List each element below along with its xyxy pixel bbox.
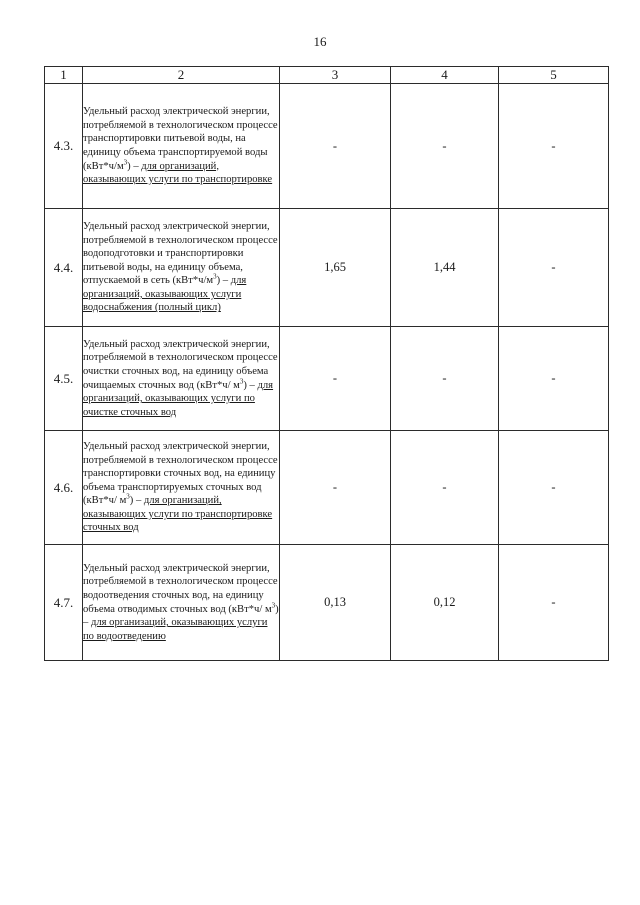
- row-number: 4.6.: [45, 431, 83, 545]
- description-underlined: для организаций, оказывающих услуги по водоотведению: [83, 617, 268, 642]
- table-row: [45, 327, 609, 431]
- row-number: 4.4.: [45, 209, 83, 327]
- value-col5: -: [499, 431, 609, 545]
- superscript: 3: [271, 600, 276, 609]
- value-col4: 1,44: [391, 209, 499, 327]
- value-col3: -: [280, 431, 391, 545]
- header-cell-3: 3: [280, 67, 391, 84]
- value-col3: 1,65: [280, 209, 391, 327]
- table-row: [45, 84, 609, 209]
- description-text: Удельный расход электрической энергии, потребляемой в технологическом процессе водоподготовки и транспортировки питьевой воды, на единицу объема, отпускаемой в сеть (кВт*ч/м: [83, 220, 278, 287]
- value-col5: -: [499, 84, 609, 209]
- value-col4: 0,12: [391, 545, 499, 661]
- superscript: 3: [239, 376, 244, 385]
- description-text: Удельный расход электрической энергии, потребляемой в технологическом процессе транспортировки сточных вод, на единицу объема транспортируемых сточных вод (кВт*ч/ м: [83, 440, 278, 507]
- description-tail: ) –: [127, 160, 142, 172]
- description-tail: ) –: [83, 603, 279, 629]
- row-description: [83, 84, 280, 209]
- row-number: 4.3.: [45, 84, 83, 209]
- value-col4: -: [391, 84, 499, 209]
- value-col3: -: [280, 84, 391, 209]
- value-col3: -: [280, 327, 391, 431]
- value-col5: -: [499, 209, 609, 327]
- row-description: [83, 545, 280, 661]
- page-number: 16: [313, 34, 327, 49]
- description-tail: ) –: [243, 379, 258, 391]
- description-underlined: для организаций, оказывающих услуги водоснабжения (полный цикл): [83, 275, 247, 314]
- superscript: 3: [123, 158, 128, 167]
- value-col3: 0,13: [280, 545, 391, 661]
- description-tail: ) –: [216, 275, 231, 287]
- description-text: Удельный расход электрической энергии, потребляемой в технологическом процессе очистки сточных вод, на единицу объема очищаемых сточных вод (кВт*ч/ м: [83, 338, 278, 391]
- description-underlined: для организаций, оказывающих услуги по транспортировке сточных вод: [83, 495, 273, 534]
- row-description: [83, 327, 280, 431]
- description-tail: ) –: [129, 495, 144, 507]
- superscript: 3: [126, 492, 130, 501]
- row-description: [83, 431, 280, 545]
- header-cell-5: 5: [499, 67, 609, 84]
- description-underlined: для организаций, оказывающих услуги по транспортировке: [83, 160, 273, 186]
- header-cell-4: 4: [391, 67, 499, 84]
- superscript: 3: [213, 272, 217, 281]
- description-text: Удельный расход электрической энергии, потребляемой в технологическом процессе транспортировки питьевой воды, на единицу объема транспортируемой воды (кВт*ч/м: [83, 106, 278, 172]
- value-col4: -: [391, 431, 499, 545]
- description-text: Удельный расход электрической энергии, потребляемой в технологическом процессе водоотведения сточных вод, на единицу объема отводимых сточных вод (кВт*ч/ м: [83, 562, 278, 615]
- header-cell-2: 2: [83, 67, 280, 84]
- row-number: 4.5.: [45, 327, 83, 431]
- header-cell-1: 1: [45, 67, 83, 84]
- header-row: [45, 67, 609, 84]
- indicator-table: [44, 66, 609, 661]
- value-col5: -: [499, 327, 609, 431]
- value-col4: -: [391, 327, 499, 431]
- description-underlined: для организаций, оказывающих услуги по очистке сточных вод: [83, 379, 274, 418]
- table-row: [45, 545, 609, 661]
- row-number: 4.7.: [45, 545, 83, 661]
- table-row: [45, 431, 609, 545]
- row-description: [83, 209, 280, 327]
- table-row: [45, 209, 609, 327]
- value-col5: -: [499, 545, 609, 661]
